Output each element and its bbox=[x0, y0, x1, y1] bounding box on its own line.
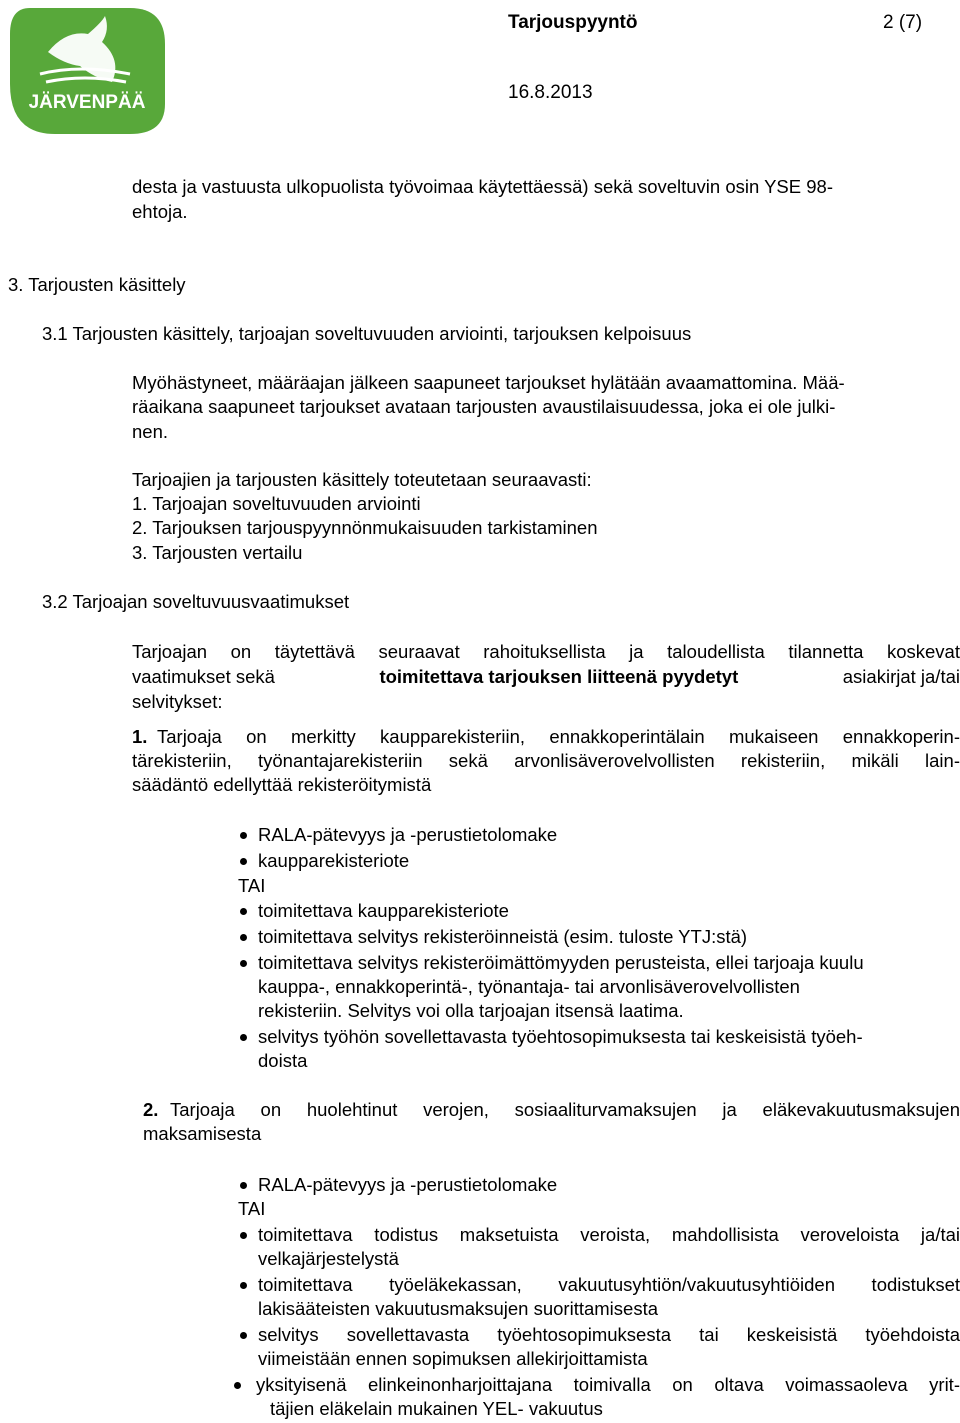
bullet-item: toimitettava selvitys rekisteröimättömyyden perusteista, ellei tarjoaja kuulu bbox=[258, 952, 864, 973]
bullet-item: RALA-pätevyys ja -perustietolomake bbox=[258, 824, 558, 845]
requirement-number: 2. bbox=[143, 1099, 159, 1120]
bullet-item-continuation: viimeistään ennen sopimuksen allekirjoittamista bbox=[258, 1348, 648, 1369]
step-item: 1. Tarjoajan soveltuvuuden arviointi bbox=[132, 493, 421, 514]
paragraph-line bbox=[132, 665, 960, 689]
bullet-icon bbox=[240, 1182, 247, 1189]
jarvenpaa-logo bbox=[10, 4, 165, 134]
bullet-item: toimitettava todistus maksetuista veroista, mahdollisista veroveloista ja/tai bbox=[258, 1224, 960, 1245]
document-date: 16.8.2013 bbox=[508, 82, 593, 103]
paragraph-line: selvitykset: bbox=[132, 691, 223, 712]
bullet-icon bbox=[240, 832, 247, 839]
paragraph-line: Myöhästyneet, määräajan jälkeen saapuneet tarjoukset hylätään avaamattomina. Mää- bbox=[132, 372, 845, 393]
requirement-line: tärekisteriin, työnantajarekisteriin sekä arvonlisäverovelvollisten rekisteriin, mikäli lain- bbox=[132, 750, 960, 771]
requirement-number: 1. bbox=[132, 726, 148, 747]
bullet-item-continuation: doista bbox=[258, 1050, 308, 1071]
logo-emblem bbox=[10, 4, 165, 134]
section-3-1-heading: 3.1 Tarjousten käsittely, tarjoajan soveltuvuuden arviointi, tarjouksen kelpoisuus bbox=[42, 323, 692, 344]
intro-line: ehtoja. bbox=[132, 201, 188, 222]
bullet-icon bbox=[240, 1332, 247, 1339]
section-3-2-heading: 3.2 Tarjoajan soveltuvuusvaatimukset bbox=[42, 591, 350, 612]
paragraph-text: vaatimukset sekä bbox=[132, 666, 275, 687]
page-number: 2 (7) bbox=[883, 12, 923, 33]
bullet-item-continuation: kauppa-, ennakkoperintä-, työnantaja- tai arvonlisäverovelvollisten bbox=[258, 976, 800, 997]
svg-text:JÄRVENPÄÄ: JÄRVENPÄÄ bbox=[28, 92, 146, 113]
bullet-icon bbox=[240, 858, 247, 865]
bullet-icon bbox=[240, 960, 247, 967]
step-item: 2. Tarjouksen tarjouspyynnönmukaisuuden tarkistaminen bbox=[132, 517, 598, 538]
section-3-heading: 3. Tarjousten käsittely bbox=[8, 274, 186, 295]
list-intro: Tarjoajien ja tarjousten käsittely toteutetaan seuraavasti: bbox=[132, 469, 592, 490]
bullet-item: RALA-pätevyys ja -perustietolomake bbox=[258, 1174, 558, 1195]
bullet-item-continuation: täjien eläkelain mukainen YEL- vakuutus bbox=[270, 1398, 603, 1419]
bullet-icon bbox=[240, 934, 247, 941]
bullet-item-continuation: velkajärjestelystä bbox=[258, 1248, 399, 1269]
bullet-item: toimitettava kaupparekisteriote bbox=[258, 900, 509, 921]
bullet-icon bbox=[240, 1034, 247, 1041]
bullet-icon bbox=[240, 1232, 247, 1239]
bullet-icon bbox=[240, 908, 247, 915]
bullet-item: yksityisenä elinkeinonharjoittajana toimivalla on oltava voimassaoleva yrit- bbox=[256, 1374, 960, 1395]
bullet-item: toimitettava selvitys rekisteröinneistä (esim. tuloste YTJ:stä) bbox=[258, 926, 748, 947]
intro-line: desta ja vastuusta ulkopuolista työvoimaa käytettäessä) sekä soveltuvin osin YSE 98- bbox=[132, 176, 833, 197]
bullet-item-continuation: rekisteriin. Selvitys voi olla tarjoajan itsensä laatima. bbox=[258, 1000, 684, 1021]
bullet-item: selvitys sovellettavasta työehtosopimuksesta tai keskeisistä työehdoista bbox=[258, 1324, 960, 1345]
paragraph-text: asiakirjat ja/tai bbox=[842, 666, 960, 687]
bullet-icon bbox=[234, 1382, 241, 1389]
or-separator: TAI bbox=[238, 1198, 266, 1219]
requirement-line: maksamisesta bbox=[143, 1123, 262, 1144]
bullet-item: selvitys työhön sovellettavasta työehtosopimuksesta tai keskeisistä työeh- bbox=[258, 1026, 863, 1047]
requirement-line: Tarjoaja on huolehtinut verojen, sosiaaliturvamaksujen ja eläkevakuutusmaksujen bbox=[170, 1099, 960, 1120]
requirement-line: säädäntö edellyttää rekisteröitymistä bbox=[132, 774, 432, 795]
document-title: Tarjouspyyntö bbox=[508, 12, 638, 33]
or-separator: TAI bbox=[238, 875, 266, 896]
requirement-line: Tarjoaja on merkitty kaupparekisteriin, ennakkoperintälain mukaiseen ennakkoperin- bbox=[157, 726, 960, 747]
bullet-item: toimitettava työeläkekassan, vakuutusyhtiön/vakuutusyhtiöiden todistukset bbox=[258, 1274, 960, 1295]
paragraph-line: Tarjoajan on täytettävä seuraavat rahoituksellista ja taloudellista tilannetta koskevat bbox=[132, 641, 960, 662]
paragraph-emphasis: toimitettava tarjouksen liitteenä pyydetyt bbox=[379, 666, 739, 687]
step-item: 3. Tarjousten vertailu bbox=[132, 542, 303, 563]
paragraph-line: nen. bbox=[132, 421, 169, 442]
bullet-item: kaupparekisteriote bbox=[258, 850, 410, 871]
paragraph-line: räaikana saapuneet tarjoukset avataan tarjousten avaustilaisuudessa, joka ei ole julki- bbox=[132, 396, 836, 417]
bullet-item-continuation: lakisääteisten vakuutusmaksujen suorittamisesta bbox=[258, 1298, 658, 1319]
bullet-icon bbox=[240, 1282, 247, 1289]
